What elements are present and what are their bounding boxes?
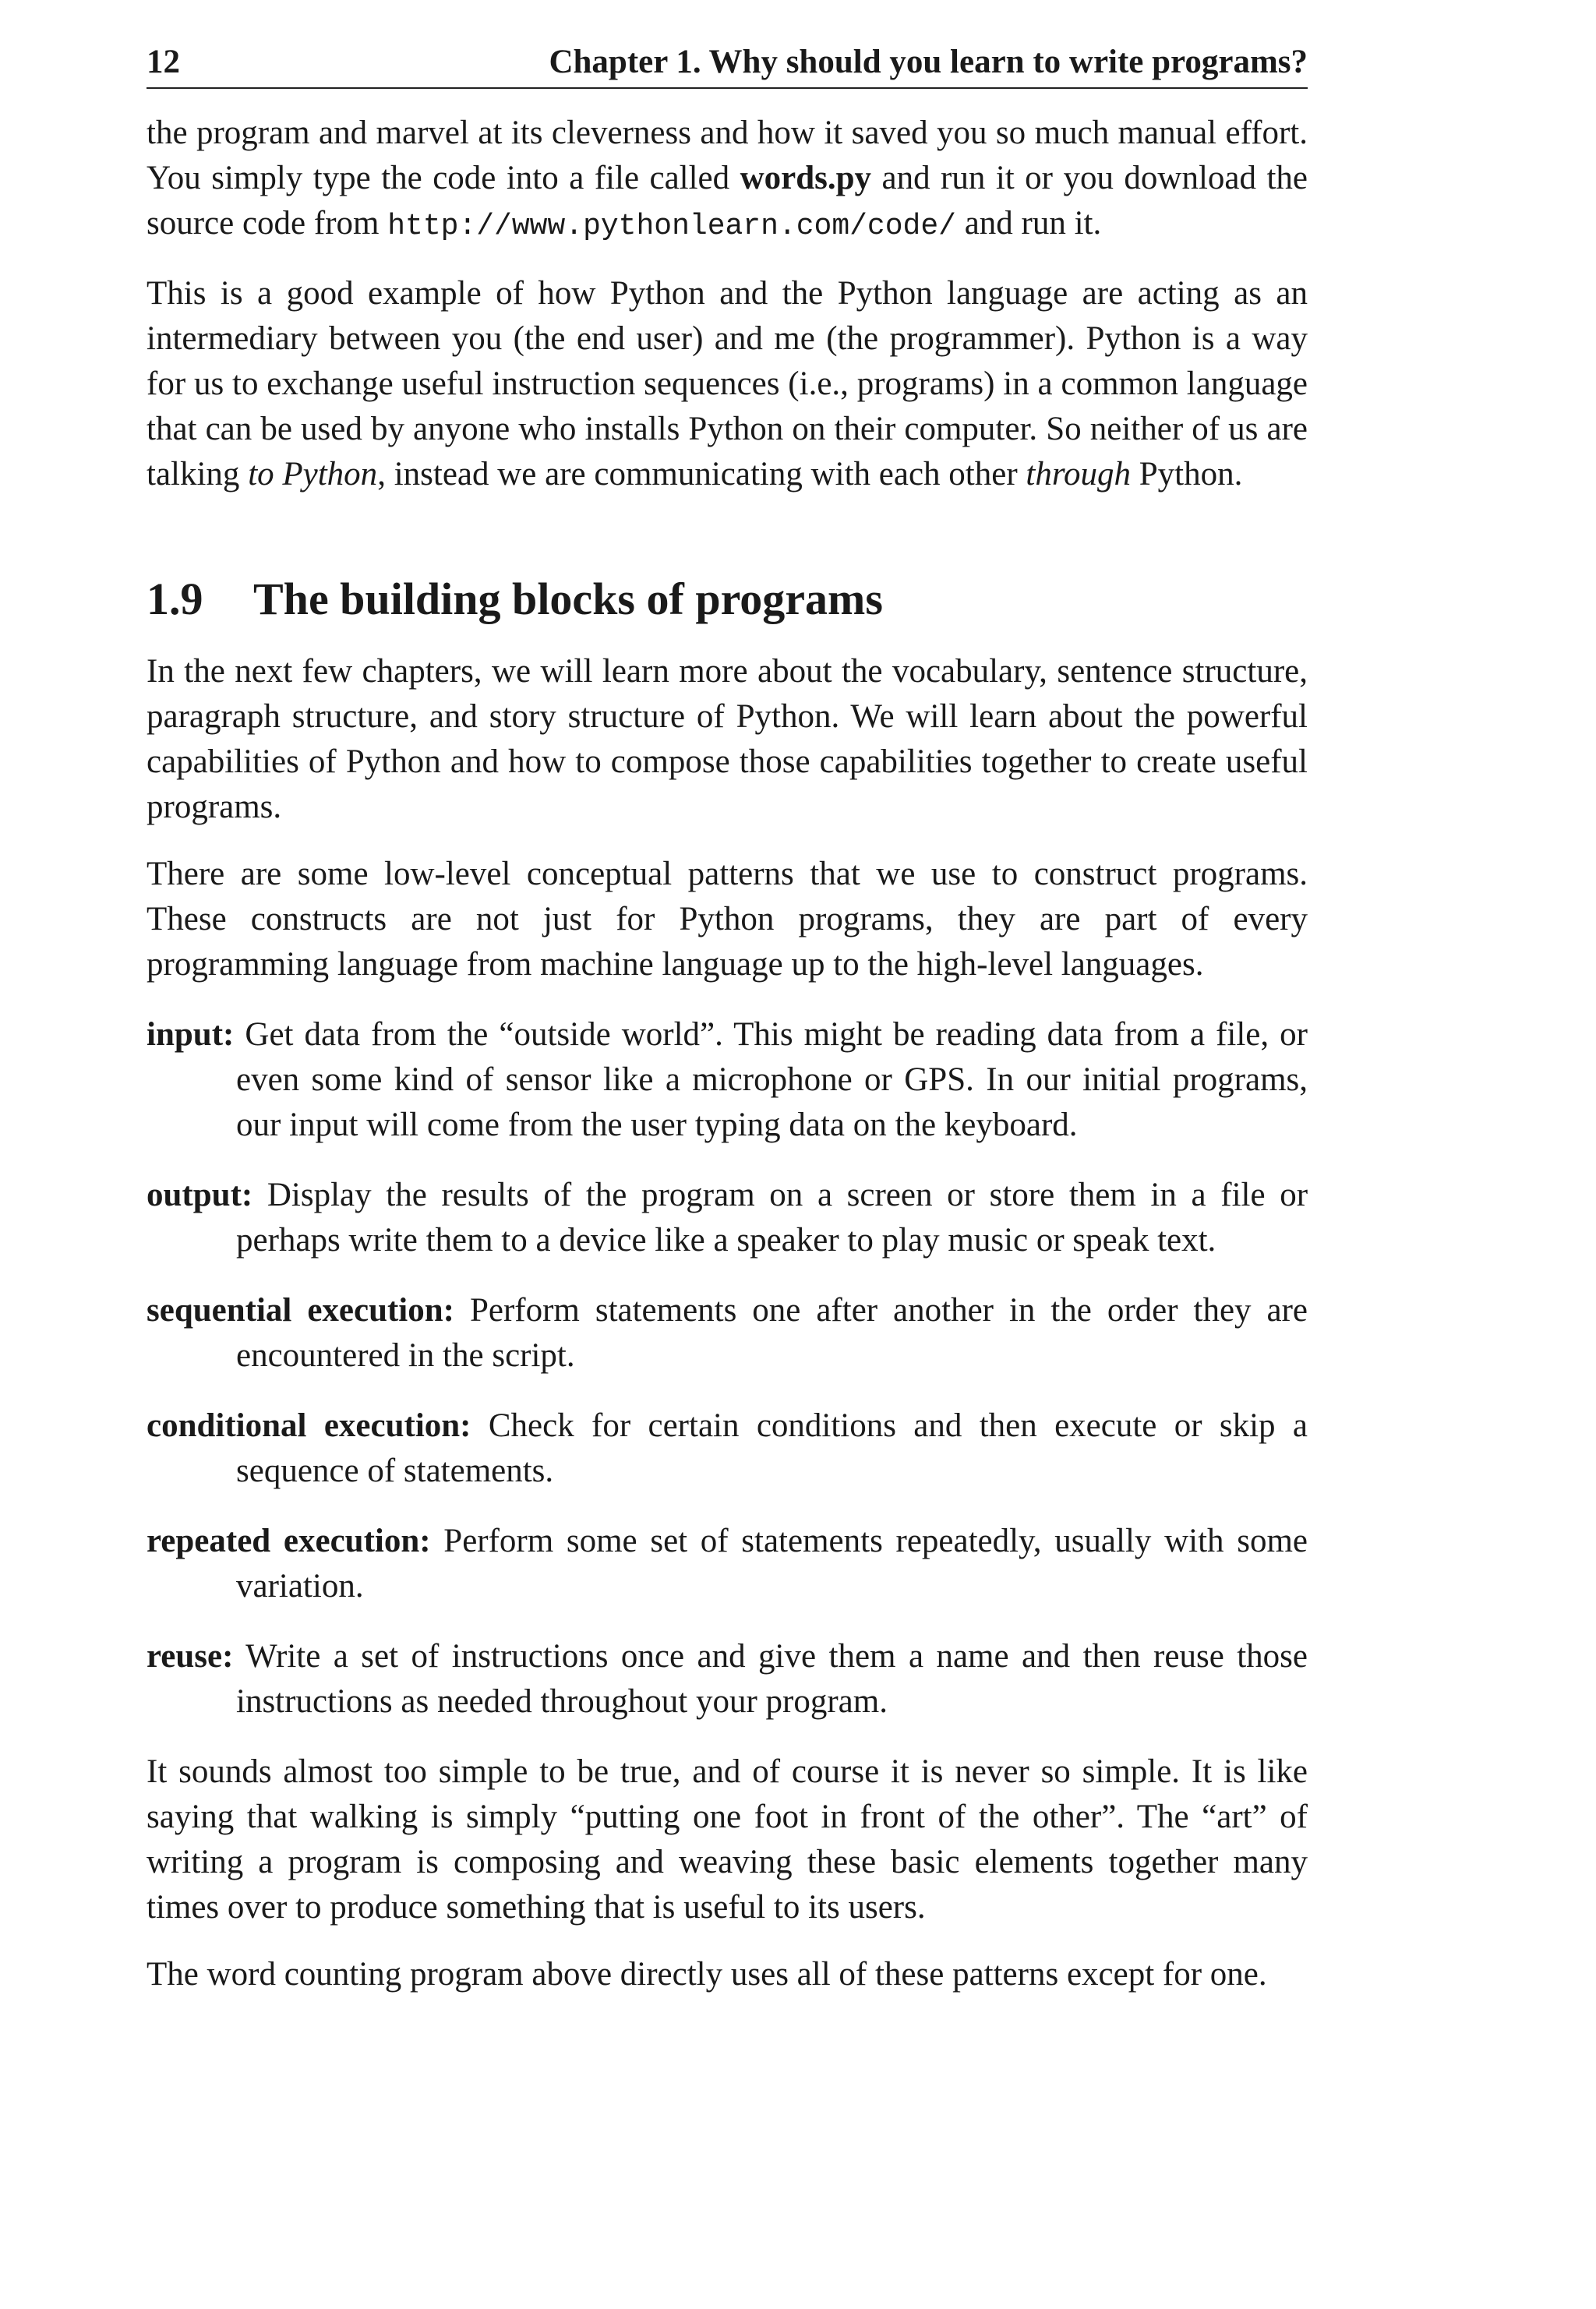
paragraph-low-level-patterns: There are some low-level conceptual patterns that we use to construct programs. These constructs are not just for Python programs, they are part of every programming language from machine language up to the high-level languages. — [147, 856, 1308, 983]
definition-text: Display the results of the program on a screen or store them in a file or perhaps write them to a device like a speaker to play music or speak text. — [236, 1177, 1308, 1259]
paragraph-too-simple: It sounds almost too simple to be true, and of course it is never so simple. It is like saying that walking is simply “putting one foot in front of the other”. The “art” of writing a program is composing and weaving these basic elements together many times over to produce something that is useful to its users. — [147, 1753, 1308, 1926]
definition-text: Get data from the “outside world”. This might be reading data from a file, or even some kind of sensor like a microphone or GPS. In our initial programs, our input will come from the user typing data on the keyboard. — [236, 1016, 1308, 1143]
definition-term: conditional execution: — [147, 1407, 471, 1444]
definition-repeated-execution — [147, 1519, 1308, 1609]
definition-text: Perform statements one after another in the order they are encountered in the script. — [236, 1292, 1308, 1374]
paragraph-word-counting: The word counting program above directly uses all of these patterns except for one. — [147, 1956, 1267, 1993]
definition-reuse — [147, 1634, 1308, 1725]
paragraph-text: and run it or you download the source code from — [147, 160, 1308, 242]
section-title: The building blocks of programs — [253, 574, 883, 624]
definition-sequential-execution — [147, 1288, 1308, 1379]
definition-term: sequential execution: — [147, 1292, 454, 1329]
paragraph-text: the program and marvel at its cleverness and how it saved you so much manual effort. You simply type the code into a file called — [147, 115, 1308, 196]
definition-term: repeated execution: — [147, 1523, 431, 1559]
book-page — [147, 42, 1308, 1997]
paragraph-text: and run it. — [955, 205, 1102, 242]
paragraph-intermediary — [147, 271, 1308, 497]
definition-list — [147, 1012, 1308, 1725]
paragraph-text: This is a good example of how Python and the Python language are acting as an intermediary between you (the end user) and me (the programmer). Python is a way for us to exchange useful instruction sequences (i.e., programs) in a common language that can be used by anyone who installs Python on their computer. So neither of us are talking — [147, 275, 1308, 493]
section-heading — [147, 571, 1308, 627]
definition-term: output: — [147, 1177, 253, 1213]
page-body — [147, 111, 1308, 1997]
emphasis-to-python: to Python — [248, 456, 378, 493]
source-code-url: http://www.pythonlearn.com/code/ — [387, 210, 956, 243]
section-number: 1.9 — [147, 574, 203, 624]
page-number: 12 — [147, 44, 180, 80]
definition-text: Perform some set of statements repeatedly, usually with some variation. — [236, 1523, 1308, 1605]
paragraph-text: Python. — [1131, 456, 1243, 493]
definition-conditional-execution — [147, 1403, 1308, 1494]
definition-term: reuse: — [147, 1638, 234, 1675]
chapter-title: Chapter 1. Why should you learn to write programs? — [549, 44, 1308, 80]
definition-output — [147, 1173, 1308, 1263]
running-head — [147, 42, 1308, 89]
definition-term: input: — [147, 1016, 235, 1053]
paragraph-text: , instead we are communicating with each other — [377, 456, 1026, 493]
paragraph-next-chapters: In the next few chapters, we will learn more about the vocabulary, sentence structure, paragraph structure, and story structure of Python. We will learn about the powerful capabilities of Python and how to compose those capabilities together to create useful programs. — [147, 653, 1308, 825]
definition-input — [147, 1012, 1308, 1148]
paragraph-words-py — [147, 111, 1308, 249]
filename-bold: words.py — [740, 160, 872, 196]
definition-text: Check for certain conditions and then execute or skip a sequence of statements. — [236, 1407, 1308, 1489]
emphasis-through: through — [1026, 456, 1132, 493]
definition-text: Write a set of instructions once and give them a name and then reuse those instructions as needed throughout your program. — [236, 1638, 1308, 1720]
